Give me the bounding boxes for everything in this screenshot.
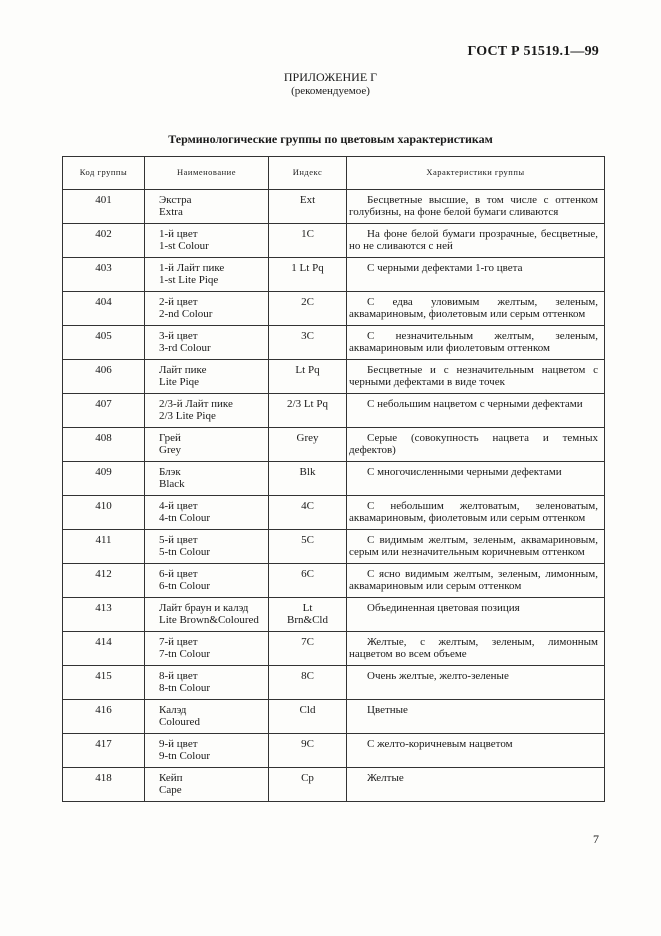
group-index [269, 564, 347, 598]
group-name [145, 360, 269, 394]
group-description-text: С небольшим желтоватым, зеленоватым, аквамариновым, фиолетовым или серым оттенком [349, 500, 598, 524]
table-row [63, 496, 605, 530]
group-name [145, 564, 269, 598]
group-name [145, 598, 269, 632]
group-description [347, 666, 605, 700]
group-name-line: Экстра [159, 194, 192, 206]
group-index [269, 666, 347, 700]
group-index-line: Ext [299, 194, 316, 206]
group-name-line: 4-tn Colour [159, 511, 211, 524]
group-index [269, 394, 347, 428]
group-index [269, 360, 347, 394]
table-row [63, 258, 605, 292]
group-name-line: Лайт браун и калэд [159, 602, 249, 614]
group-description [347, 360, 605, 394]
group-index-line: 3С [301, 330, 314, 342]
table-row [63, 462, 605, 496]
group-description [347, 258, 605, 292]
table-row [63, 394, 605, 428]
group-name-line: Кейп [159, 772, 183, 784]
group-name-line: 8-tn Colour [159, 681, 211, 694]
group-description [347, 598, 605, 632]
group-code: 411 [63, 530, 145, 564]
group-name [145, 700, 269, 734]
group-name-line: 1-й Лайт пике [159, 262, 225, 274]
appendix-subtitle: (рекомендуемое) [291, 85, 370, 97]
group-description-text: Желтые, с желтым, зеленым, лимонным нацветом во всем объеме [349, 636, 598, 660]
table-row [63, 564, 605, 598]
group-description-text: С ясно видимым желтым, зеленым, лимонным, аквамариновым или серым оттенком [349, 568, 598, 592]
group-name-line: 3-й цвет [159, 330, 198, 342]
group-description [347, 428, 605, 462]
group-description [347, 700, 605, 734]
group-index-line: 9С [301, 738, 314, 750]
group-name-line: Лайт пике [159, 364, 207, 376]
group-index [269, 700, 347, 734]
group-name-line: 2/3-й Лайт пике [159, 398, 233, 410]
group-description-text: На фоне белой бумаги прозрачные, бесцветные, но не сливаются с ней [349, 228, 598, 252]
group-name [145, 224, 269, 258]
group-index [269, 496, 347, 530]
table-row [63, 768, 605, 802]
group-index-line: 6С [301, 568, 314, 580]
group-name-line: Калэд [159, 704, 187, 716]
group-name [145, 292, 269, 326]
group-index [269, 292, 347, 326]
group-index-line: Lt Pq [295, 364, 320, 376]
group-name-line: Lite Piqe [159, 375, 200, 388]
group-name-line: 6-й цвет [159, 568, 198, 580]
group-description [347, 496, 605, 530]
group-index-line: Brn&Cld [287, 613, 328, 626]
table-row [63, 190, 605, 224]
page-number: 7 [593, 832, 599, 846]
group-index-line: 1С [301, 228, 314, 240]
group-name [145, 496, 269, 530]
group-index-line: 5С [301, 534, 314, 546]
group-name-line: Lite Brown&Coloured [159, 613, 259, 626]
group-name [145, 428, 269, 462]
group-description [347, 530, 605, 564]
group-index-line: 1 Lt Pq [291, 262, 324, 274]
group-description [347, 632, 605, 666]
group-name [145, 632, 269, 666]
group-description [347, 768, 605, 802]
group-index [269, 632, 347, 666]
group-code: 418 [63, 768, 145, 802]
group-name-line: Black [159, 477, 185, 490]
group-index [269, 190, 347, 224]
group-code: 417 [63, 734, 145, 768]
group-name [145, 190, 269, 224]
group-name [145, 666, 269, 700]
group-index [269, 462, 347, 496]
table-row [63, 598, 605, 632]
group-name-line: 7-й цвет [159, 636, 198, 648]
group-name-line: 5-tn Colour [159, 545, 211, 558]
table-row [63, 326, 605, 360]
group-description-text: С едва уловимым желтым, зеленым, аквамариновым, фиолетовым или серым оттенком [349, 296, 598, 320]
group-code: 409 [63, 462, 145, 496]
group-code: 406 [63, 360, 145, 394]
group-index [269, 326, 347, 360]
group-name-line: 4-й цвет [159, 500, 198, 512]
table-row [63, 224, 605, 258]
standard-number: ГОСТ Р 51519.1—99 [467, 44, 599, 59]
group-name [145, 530, 269, 564]
group-name-line: 1-st Colour [159, 239, 209, 252]
group-index [269, 598, 347, 632]
group-code: 405 [63, 326, 145, 360]
table-row [63, 632, 605, 666]
group-index-line: Cld [299, 704, 316, 716]
table-row [63, 734, 605, 768]
group-code: 413 [63, 598, 145, 632]
group-name-line: 2-й цвет [159, 296, 198, 308]
group-description [347, 462, 605, 496]
group-name-line: 9-tn Colour [159, 749, 211, 762]
group-name-line: 5-й цвет [159, 534, 198, 546]
group-description [347, 326, 605, 360]
group-description [347, 190, 605, 224]
group-index-line: 2/3 Lt Pq [287, 398, 328, 410]
group-name [145, 326, 269, 360]
group-description [347, 564, 605, 598]
group-description-text: Бесцветные высшие, в том числе с оттенком голубизны, на фоне белой бумаги сливаются [349, 194, 598, 218]
table-header-row [63, 157, 605, 190]
group-description-text: С небольшим нацветом с черными дефектами [367, 398, 583, 410]
group-name-line: 9-й цвет [159, 738, 198, 750]
group-index [269, 734, 347, 768]
group-code: 403 [63, 258, 145, 292]
group-code: 410 [63, 496, 145, 530]
group-code: 408 [63, 428, 145, 462]
group-name-line: Cape [159, 783, 182, 796]
group-index-line: 7С [301, 636, 314, 648]
group-code: 401 [63, 190, 145, 224]
group-index-line: Cp [301, 772, 314, 784]
table-row [63, 428, 605, 462]
group-description-text: Цветные [367, 704, 408, 716]
group-code: 412 [63, 564, 145, 598]
group-index [269, 428, 347, 462]
group-name-line: Грей [159, 432, 181, 444]
table-row [63, 530, 605, 564]
group-name-line: 8-й цвет [159, 670, 198, 682]
group-name [145, 258, 269, 292]
group-name-line: Coloured [159, 715, 200, 728]
table-row [63, 292, 605, 326]
table-row [63, 666, 605, 700]
group-index-line: 2С [301, 296, 314, 308]
table-row [63, 360, 605, 394]
group-code: 416 [63, 700, 145, 734]
group-index [269, 768, 347, 802]
group-description-text: С незначительным желтым, зеленым, аквамариновым или фиолетовым оттенком [349, 330, 598, 354]
group-description-text: Бесцветные и с незначительным нацветом с черными дефектами в виде точек [349, 364, 598, 388]
group-description-text: С черными дефектами 1-го цвета [367, 262, 523, 274]
group-name [145, 768, 269, 802]
group-index-line: Grey [296, 432, 319, 444]
group-index [269, 224, 347, 258]
group-index-line: 8С [301, 670, 314, 682]
group-code: 414 [63, 632, 145, 666]
col-header-index: Индекс [269, 157, 347, 190]
group-description-text: Объединенная цветовая позиция [367, 602, 520, 614]
group-description [347, 734, 605, 768]
group-name-line: 2-nd Colour [159, 307, 213, 320]
group-index [269, 258, 347, 292]
group-name-line: 1-st Lite Piqe [159, 273, 219, 286]
group-name [145, 462, 269, 496]
color-groups-table [62, 156, 605, 802]
group-index [269, 530, 347, 564]
group-code: 407 [63, 394, 145, 428]
group-description-text: Серые (совокупность нацвета и темных дефектов) [349, 432, 598, 456]
group-description-text: С многочисленными черными дефектами [367, 466, 562, 478]
group-name-line: Блэк [159, 466, 181, 478]
table-row [63, 700, 605, 734]
group-name-line: 2/3 Lite Piqe [159, 409, 216, 422]
group-description-text: Очень желтые, желто-зеленые [367, 670, 509, 682]
group-name-line: 3-rd Colour [159, 341, 211, 354]
col-header-code: Код группы [63, 157, 145, 190]
group-name-line: Grey [159, 443, 181, 456]
group-index-line: Blk [299, 466, 316, 478]
group-name-line: 1-й цвет [159, 228, 198, 240]
group-code: 415 [63, 666, 145, 700]
group-description [347, 292, 605, 326]
group-code: 402 [63, 224, 145, 258]
group-code: 404 [63, 292, 145, 326]
group-name-line: 7-tn Colour [159, 647, 211, 660]
group-name [145, 394, 269, 428]
group-index-line: 4С [301, 500, 314, 512]
table-title: Терминологические группы по цветовым характеристикам [168, 132, 493, 146]
group-description-text: Желтые [367, 772, 404, 784]
col-header-description: Характеристики группы [347, 157, 605, 190]
col-header-name: Наименование [145, 157, 269, 190]
group-description-text: С желто-коричневым нацветом [367, 738, 513, 750]
group-name [145, 734, 269, 768]
group-description-text: С видимым желтым, зеленым, аквамариновым, серым или незначительным коричневым оттенком [349, 534, 598, 558]
table-body [63, 190, 605, 802]
group-index-line: Lt [302, 602, 313, 614]
group-description [347, 224, 605, 258]
group-name-line: Extra [159, 205, 183, 218]
appendix-heading [0, 70, 661, 98]
group-name-line: 6-tn Colour [159, 579, 211, 592]
group-description [347, 394, 605, 428]
appendix-title: ПРИЛОЖЕНИЕ Г [283, 70, 378, 84]
